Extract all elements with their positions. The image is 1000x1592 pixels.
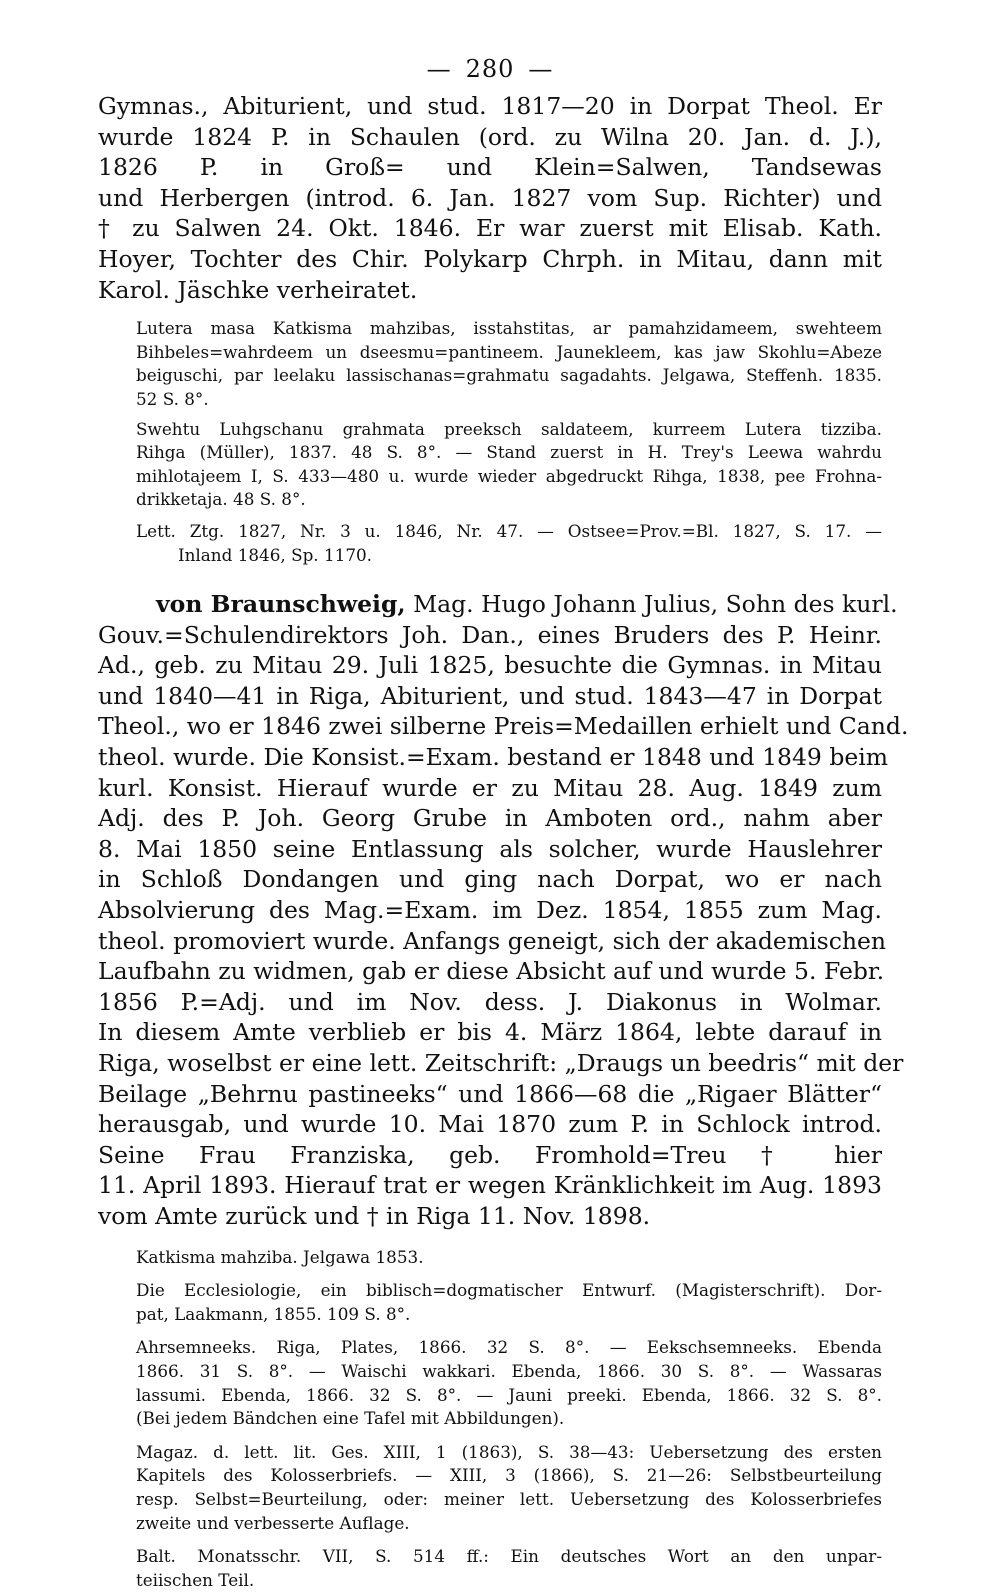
text-line: Karol. Jäschke verheiratet. [98,275,418,304]
text-line: Adj. des P. Joh. Georg Grube in Amboten ord., nahm aber [98,804,882,833]
text-line: Lett. Ztg. 1827, Nr. 3 u. 1846, Nr. 47. — Ostsee=Prov.=Bl. 1827, S. 17. — [136,520,882,541]
text-line: theol. promoviert wurde. Anfangs geneigt, sich der akademischen [98,926,887,955]
entry-2-work-2 [98,1279,882,1326]
text-line: theol. wurde. Die Konsist.=Exam. bestand er 1848 und 1849 beim [98,743,889,772]
text-line: 1826 P. in Groß= und Klein=Salwen, Tandsewas [98,153,882,182]
text-line: beiguschi, par leelaku lassischanas=grahmatu sagadahts. Jelgawa, Steffenh. 1835. [136,365,882,386]
entry-1-work-1 [98,317,882,411]
entry-2-work-1 [98,1246,882,1270]
text-line: Kapitels des Kolosserbriefs. — XIII, 3 (1866), S. 21—26: Selbstbeurteilung [136,1465,882,1486]
page-number-value: 280 [465,55,515,83]
text-line: Gymnas., Abiturient, und stud. 1817—20 in Dorpat Theol. Er [98,92,882,120]
entry-name-rest: Mag. Hugo Johann Julius, Sohn des kurl. [405,590,898,619]
text-line: Balt. Monatsschr. VII, S. 514 ff.: Ein deutsches Wort an den unpar- [136,1546,882,1567]
text-line: Rihga (Müller), 1837. 48 S. 8°. — Stand zuerst in H. Trey's Leewa wahrdu [136,442,882,463]
text-line: 1866. 31 S. 8°. — Waischi wakkari. Ebenda, 1866. 30 S. 8°. — Wassaras [136,1360,882,1381]
text-line: Beilage „Behrnu pastineeks“ und 1866—68 die „Rigaer Blätter“ [98,1079,882,1108]
text-line: Lutera masa Katkisma mahzibas, isstahstitas, ar pamahzidameem, swehteem [136,318,882,339]
text-line: 11. April 1893. Hierauf trat er wegen Kränklichkeit im Aug. 1893 [98,1171,882,1200]
entry-2-work-4 [98,1441,882,1535]
text-line: Seine Frau Franziska, geb. Fromhold=Treu † hier [98,1140,882,1169]
entry-1-biography [98,91,882,305]
entry-name: von Braunschweig, [156,590,406,619]
entry-2-work-5 [98,1545,882,1592]
text-line: Die Ecclesiologie, ein biblisch=dogmatischer Entwurf. (Magisterschrift). Dor- [136,1280,882,1301]
text-line: 8. Mai 1850 seine Entlassung als solcher, wurde Hauslehrer [98,834,882,863]
text-line: Riga, woselbst er eine lett. Zeitschrift: „Draugs un beedris“ mit der [98,1049,904,1077]
text-line: 52 S. 8°. [136,388,209,409]
entry-heading-line [98,589,898,620]
text-line: Swehtu Luhgschanu grahmata preeksch saldateem, kurreem Lutera tizziba. [136,418,882,439]
text-line: In diesem Amte verblieb er bis 4. März 1864, lebte darauf in [98,1018,882,1047]
entry-1-references [98,520,882,567]
text-line: Hoyer, Tochter des Chir. Polykarp Chrph. in Mitau, dann mit [98,244,882,273]
text-line: zweite und verbesserte Auflage. [136,1512,410,1533]
page-number: — 280 — [426,55,554,83]
text-line: Ahrsemneeks. Riga, Plates, 1866. 32 S. 8°. — Eekschsemneeks. Ebenda [136,1337,882,1358]
text-line: in Schloß Dondangen und ging nach Dorpat, wo er nach [98,865,882,894]
text-line: teiischen Teil. [136,1569,255,1590]
entry-2-work-3 [98,1336,882,1430]
text-line: und Herbergen (introd. 6. Jan. 1827 vom Sup. Richter) und [98,183,882,212]
text-line: kurl. Konsist. Hierauf wurde er zu Mitau 28. Aug. 1849 zum [98,773,882,802]
text-line: 1856 P.=Adj. und im Nov. dess. J. Diakonus in Wolmar. [98,987,882,1016]
text-line: Ad., geb. zu Mitau 29. Juli 1825, besuchte die Gymnas. in Mitau [98,651,882,680]
text-line: (Bei jedem Bändchen eine Tafel mit Abbildungen). [136,1408,565,1429]
text-line: Theol., wo er 1846 zwei silberne Preis=Medaillen erhielt und Cand. [98,712,909,741]
text-line: wurde 1824 P. in Schaulen (ord. zu Wilna 20. Jan. d. J.), [98,122,882,151]
text-line: Absolvierung des Mag.=Exam. im Dez. 1854, 1855 zum Mag. [98,896,882,925]
text-line: vom Amte zurück und † in Riga 11. Nov. 1898. [98,1201,651,1230]
text-line: Bihbeles=wahrdeem un dseesmu=pantineem. Jaunekleem, kas jaw Skohlu=Abeze [136,341,882,362]
text-line: Magaz. d. lett. lit. Ges. XIII, 1 (1863), S. 38—43: Uebersetzung des ersten [136,1441,882,1462]
text-line: Gouv.=Schulendirektors Joh. Dan., eines Bruders des P. Heinr. [98,620,882,649]
text-line: lassumi. Ebenda, 1866. 32 S. 8°. — Jauni preeki. Ebenda, 1866. 32 S. 8°. [136,1384,882,1405]
text-line: drikketaja. 48 S. 8°. [136,489,306,510]
entry-1-work-2 [98,418,882,512]
text-line: † zu Salwen 24. Okt. 1846. Er war zuerst mit Elisab. Kath. [98,214,882,243]
text-line: Laufbahn zu widmen, gab er diese Absicht auf und wurde 5. Febr. [98,957,885,986]
text-line: Inland 1846, Sp. 1170. [178,544,373,565]
text-line: Katkisma mahziba. Jelgawa 1853. [136,1246,424,1267]
text-line: herausgab, und wurde 10. Mai 1870 zum P. in Schlock introd. [98,1110,882,1139]
text-line: mihlotajeem I, S. 433—480 u. wurde wieder abgedruckt Rihga, 1838, pee Frohna- [136,465,882,486]
text-line: resp. Selbst=Beurteilung, oder: meiner lett. Uebersetzung des Kolosserbriefes [136,1488,882,1509]
text-line: und 1840—41 in Riga, Abiturient, und stud. 1843—47 in Dorpat [98,681,882,710]
text-line: pat, Laakmann, 1855. 109 S. 8°. [136,1303,411,1324]
entry-2-biography [98,589,909,1231]
